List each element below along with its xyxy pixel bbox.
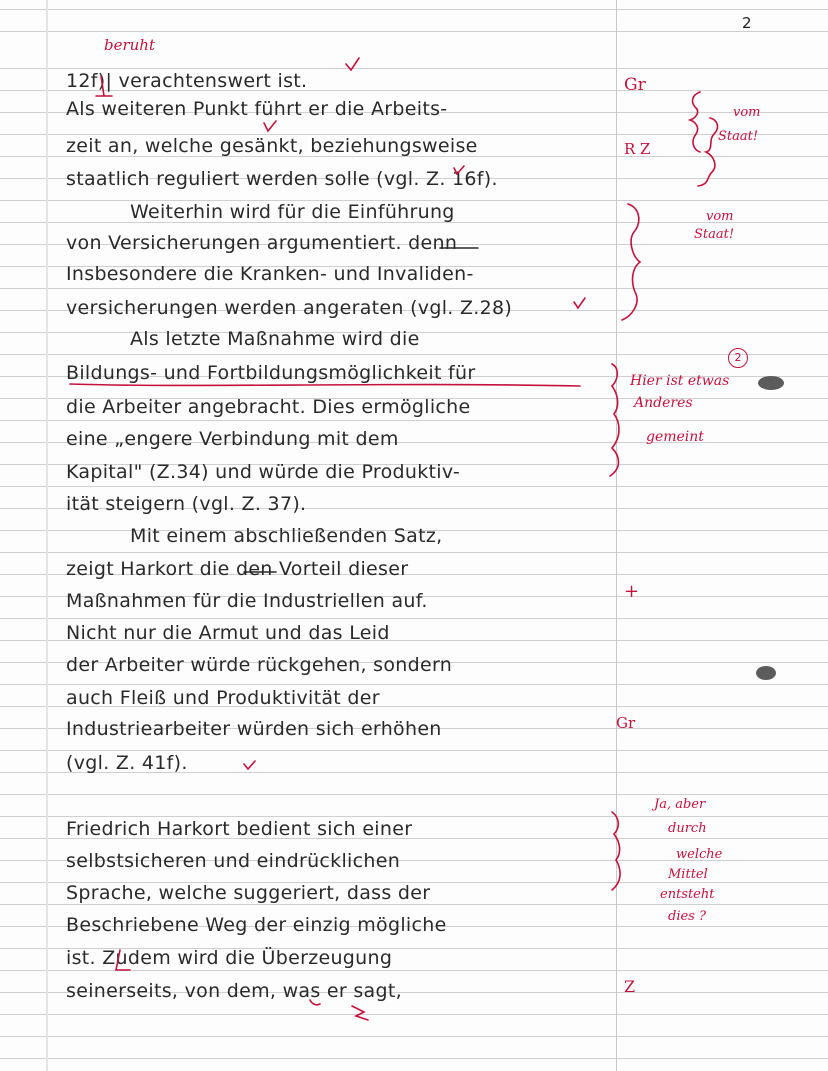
bracket-icon bbox=[698, 118, 717, 186]
comma-mark bbox=[310, 1000, 320, 1005]
text-line: Weiterhin wird für die Einführung bbox=[130, 201, 455, 223]
check-icon bbox=[244, 761, 255, 769]
check-icon bbox=[346, 58, 359, 70]
arrow-icon bbox=[454, 166, 464, 174]
underline bbox=[70, 384, 580, 386]
text-line: Sprache, welche suggeriert, dass der bbox=[66, 882, 431, 904]
text-line: staatlich reguliert werden solle (vgl. Z. 16f). bbox=[66, 168, 498, 190]
comment-vom: vom bbox=[733, 105, 761, 120]
text-line: seinerseits, von dem, was er sagt, bbox=[66, 980, 402, 1002]
text-line: von Versicherungen argumentiert. denn bbox=[66, 232, 458, 254]
text-line: Beschriebene Weg der einzig mögliche bbox=[66, 914, 447, 936]
text-line: Bildungs- und Fortbildungsmöglichkeit für bbox=[66, 362, 476, 384]
margin-mark-rz: R Z bbox=[624, 140, 651, 158]
comment-vom: vom bbox=[706, 209, 734, 224]
comment-entsteht: entsteht bbox=[660, 887, 715, 902]
comment-hier-ist-etwas: Hier ist etwas bbox=[630, 373, 730, 389]
correction-beruht: beruht bbox=[104, 36, 155, 54]
text-line: versicherungen werden angeraten (vgl. Z.28) bbox=[66, 297, 513, 319]
bracket-icon bbox=[612, 812, 620, 890]
circled-number: 2 bbox=[728, 348, 748, 368]
text-line: Als weiteren Punkt führt er die Arbeits- bbox=[66, 98, 448, 120]
margin-mark-plus: + bbox=[624, 581, 640, 602]
text-line: der Arbeiter würde rückgehen, sondern bbox=[66, 654, 453, 676]
comment-ja-aber: Ja, aber bbox=[654, 797, 706, 812]
comment-gemeint: gemeint bbox=[646, 429, 704, 445]
insertion-mark bbox=[116, 950, 130, 970]
text-line: auch Fleiß und Produktivität der bbox=[66, 687, 380, 709]
text-line: Mit einem abschließenden Satz, bbox=[130, 525, 443, 547]
text-line: Nicht nur die Armut und das Leid bbox=[66, 622, 390, 644]
margin-mark-z: Z bbox=[624, 977, 636, 996]
text-line: ist. Zudem wird die Überzeugung bbox=[66, 947, 393, 969]
bracket-icon bbox=[690, 92, 700, 152]
arrow-icon bbox=[264, 121, 276, 131]
text-line: Als letzte Maßnahme wird die bbox=[130, 328, 420, 350]
text-line: eine „engere Verbindung mit dem bbox=[66, 428, 399, 450]
text-line: 12f)| verachtenswert ist. bbox=[66, 70, 308, 92]
margin-mark-gr: Gr bbox=[624, 75, 646, 95]
comment-welche: welche bbox=[676, 847, 723, 862]
text-line: ität steigern (vgl. Z. 37). bbox=[66, 493, 307, 515]
text-line: Kapital" (Z.34) und würde die Produktiv- bbox=[66, 461, 461, 483]
comment-anderes: Anderes bbox=[634, 395, 693, 411]
comment-dies: dies ? bbox=[668, 909, 706, 924]
comment-staat: Staat! bbox=[694, 227, 735, 242]
bracket-icon bbox=[622, 204, 640, 320]
comment-staat: Staat! bbox=[718, 129, 759, 144]
text-line: Maßnahmen für die Industriellen auf. bbox=[66, 590, 428, 612]
text-line: (vgl. Z. 41f). bbox=[66, 752, 188, 774]
text-line: zeit an, welche gesänkt, beziehungsweise bbox=[66, 135, 478, 157]
text-line: Friedrich Harkort bedient sich einer bbox=[66, 818, 413, 840]
margin-mark-gr: Gr bbox=[616, 714, 636, 732]
comment-durch: durch bbox=[668, 821, 707, 836]
insertion-mark bbox=[96, 76, 112, 96]
arrow-icon bbox=[574, 298, 585, 308]
text-line: zeigt Harkort die den Vorteil dieser bbox=[66, 558, 409, 580]
squiggle-mark bbox=[352, 1006, 368, 1020]
text-line: selbstsicheren und eindrücklichen bbox=[66, 850, 401, 872]
text-line: Insbesondere die Kranken- und Invaliden- bbox=[66, 263, 474, 285]
text-line: Industriearbeiter würden sich erhöhen bbox=[66, 718, 442, 740]
comment-mittel: Mittel bbox=[668, 867, 708, 882]
text-line: die Arbeiter angebracht. Dies ermögliche bbox=[66, 396, 471, 418]
bracket-icon bbox=[610, 364, 619, 476]
page-number: 2 bbox=[742, 14, 752, 32]
